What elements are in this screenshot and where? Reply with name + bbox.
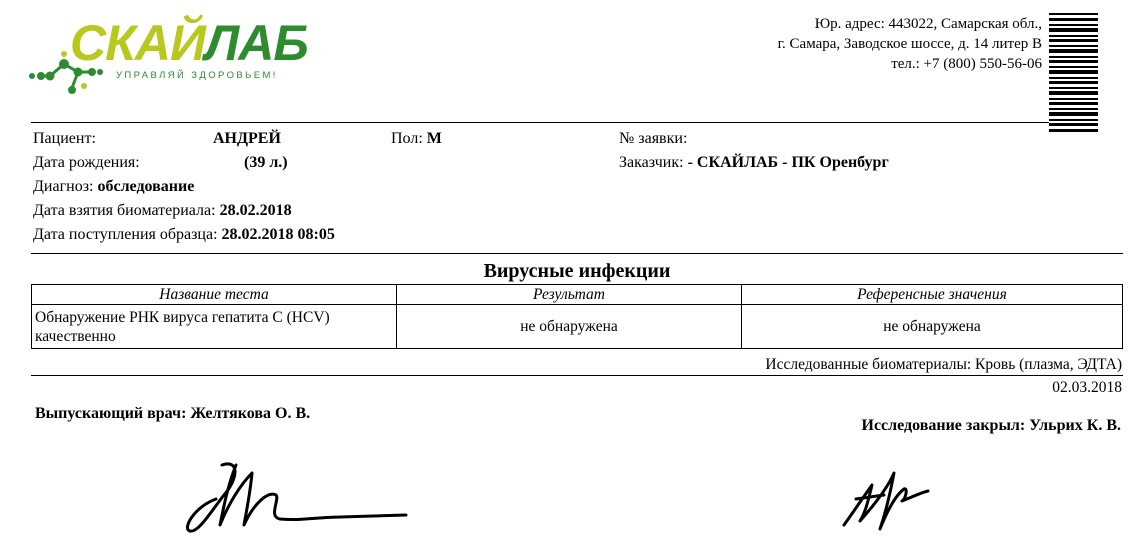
header-divider <box>31 122 1049 123</box>
barcode-icon <box>1049 13 1098 132</box>
biomaterials-note: Исследованные биоматериалы: Кровь (плазма, ЭДТА) <box>765 356 1122 373</box>
received-date-field <box>33 225 335 245</box>
logo-wordmark <box>70 15 308 71</box>
dob-label: Дата рождения: <box>33 154 140 171</box>
address-line-2: г. Самара, Заводское шоссе, д. 14 литер В <box>777 36 1042 52</box>
header-result: Результат <box>397 285 742 305</box>
section-title: Вирусные инфекции <box>483 260 671 282</box>
customer-field <box>619 153 889 173</box>
info-divider <box>31 253 1123 254</box>
logo-part-green: ЛАБ <box>204 15 308 71</box>
diagnosis-field <box>33 177 194 197</box>
results-table <box>31 284 1123 349</box>
sampling-date-label: Дата взятия биоматериала: <box>33 202 216 219</box>
address-line-1: Юр. адрес: 443022, Самарская обл., <box>814 16 1042 32</box>
closing-doctor-name: Ульрих К. В. <box>1029 417 1121 434</box>
sex-field <box>391 129 442 149</box>
reference-cell: не обнаружена <box>742 305 1123 349</box>
customer-label: Заказчик: <box>619 154 684 171</box>
test-name-line-1: Обнаружение РНК вируса гепатита С (HCV) <box>35 308 330 326</box>
company-logo <box>28 12 338 102</box>
address-line-3: тел.: +7 (800) 550-56-06 <box>891 56 1042 72</box>
diagnosis-label: Диагноз: <box>33 178 94 195</box>
diagnosis-value: обследование <box>97 178 195 195</box>
signature-right <box>836 455 946 535</box>
sex-value: М <box>426 130 442 147</box>
sex-label: Пол: <box>391 130 423 147</box>
signature-left <box>180 455 420 545</box>
header-reference: Референсные значения <box>742 285 1123 305</box>
patient-label: Пациент: <box>33 130 96 147</box>
header-test-name: Название теста <box>32 285 397 305</box>
test-name-line-2: качественно <box>35 327 116 345</box>
issuing-doctor-label: Выпускающий врач: <box>35 405 187 422</box>
received-date-value: 28.02.2018 08:05 <box>221 226 335 243</box>
table-row <box>32 305 1123 349</box>
logo-part-yellow: СКАЙ <box>70 15 205 71</box>
age-value: (39 л.) <box>244 154 288 171</box>
table-header-row <box>32 285 1123 305</box>
patient-name: АНДРЕЙ <box>213 130 281 147</box>
logo-tagline: УПРАВЛЯЙ ЗДОРОВЬЕМ! <box>116 70 278 81</box>
test-name-cell <box>32 305 397 349</box>
order-label: № заявки: <box>619 130 688 147</box>
received-date-label: Дата поступления образца: <box>33 226 218 243</box>
sampling-date-field <box>33 201 292 221</box>
closing-doctor-label: Исследование закрыл: <box>861 417 1026 434</box>
issuing-doctor <box>35 404 310 424</box>
issuing-doctor-name: Желтякова О. В. <box>190 405 311 422</box>
customer-value: - СКАЙЛАБ - ПК Оренбург <box>687 154 889 171</box>
result-cell: не обнаружена <box>397 305 742 349</box>
report-date: 02.03.2018 <box>1052 379 1122 396</box>
sampling-date-value: 28.02.2018 <box>219 202 292 219</box>
company-address <box>778 14 1042 74</box>
closing-doctor <box>862 416 1122 436</box>
footer-divider <box>31 375 1123 376</box>
